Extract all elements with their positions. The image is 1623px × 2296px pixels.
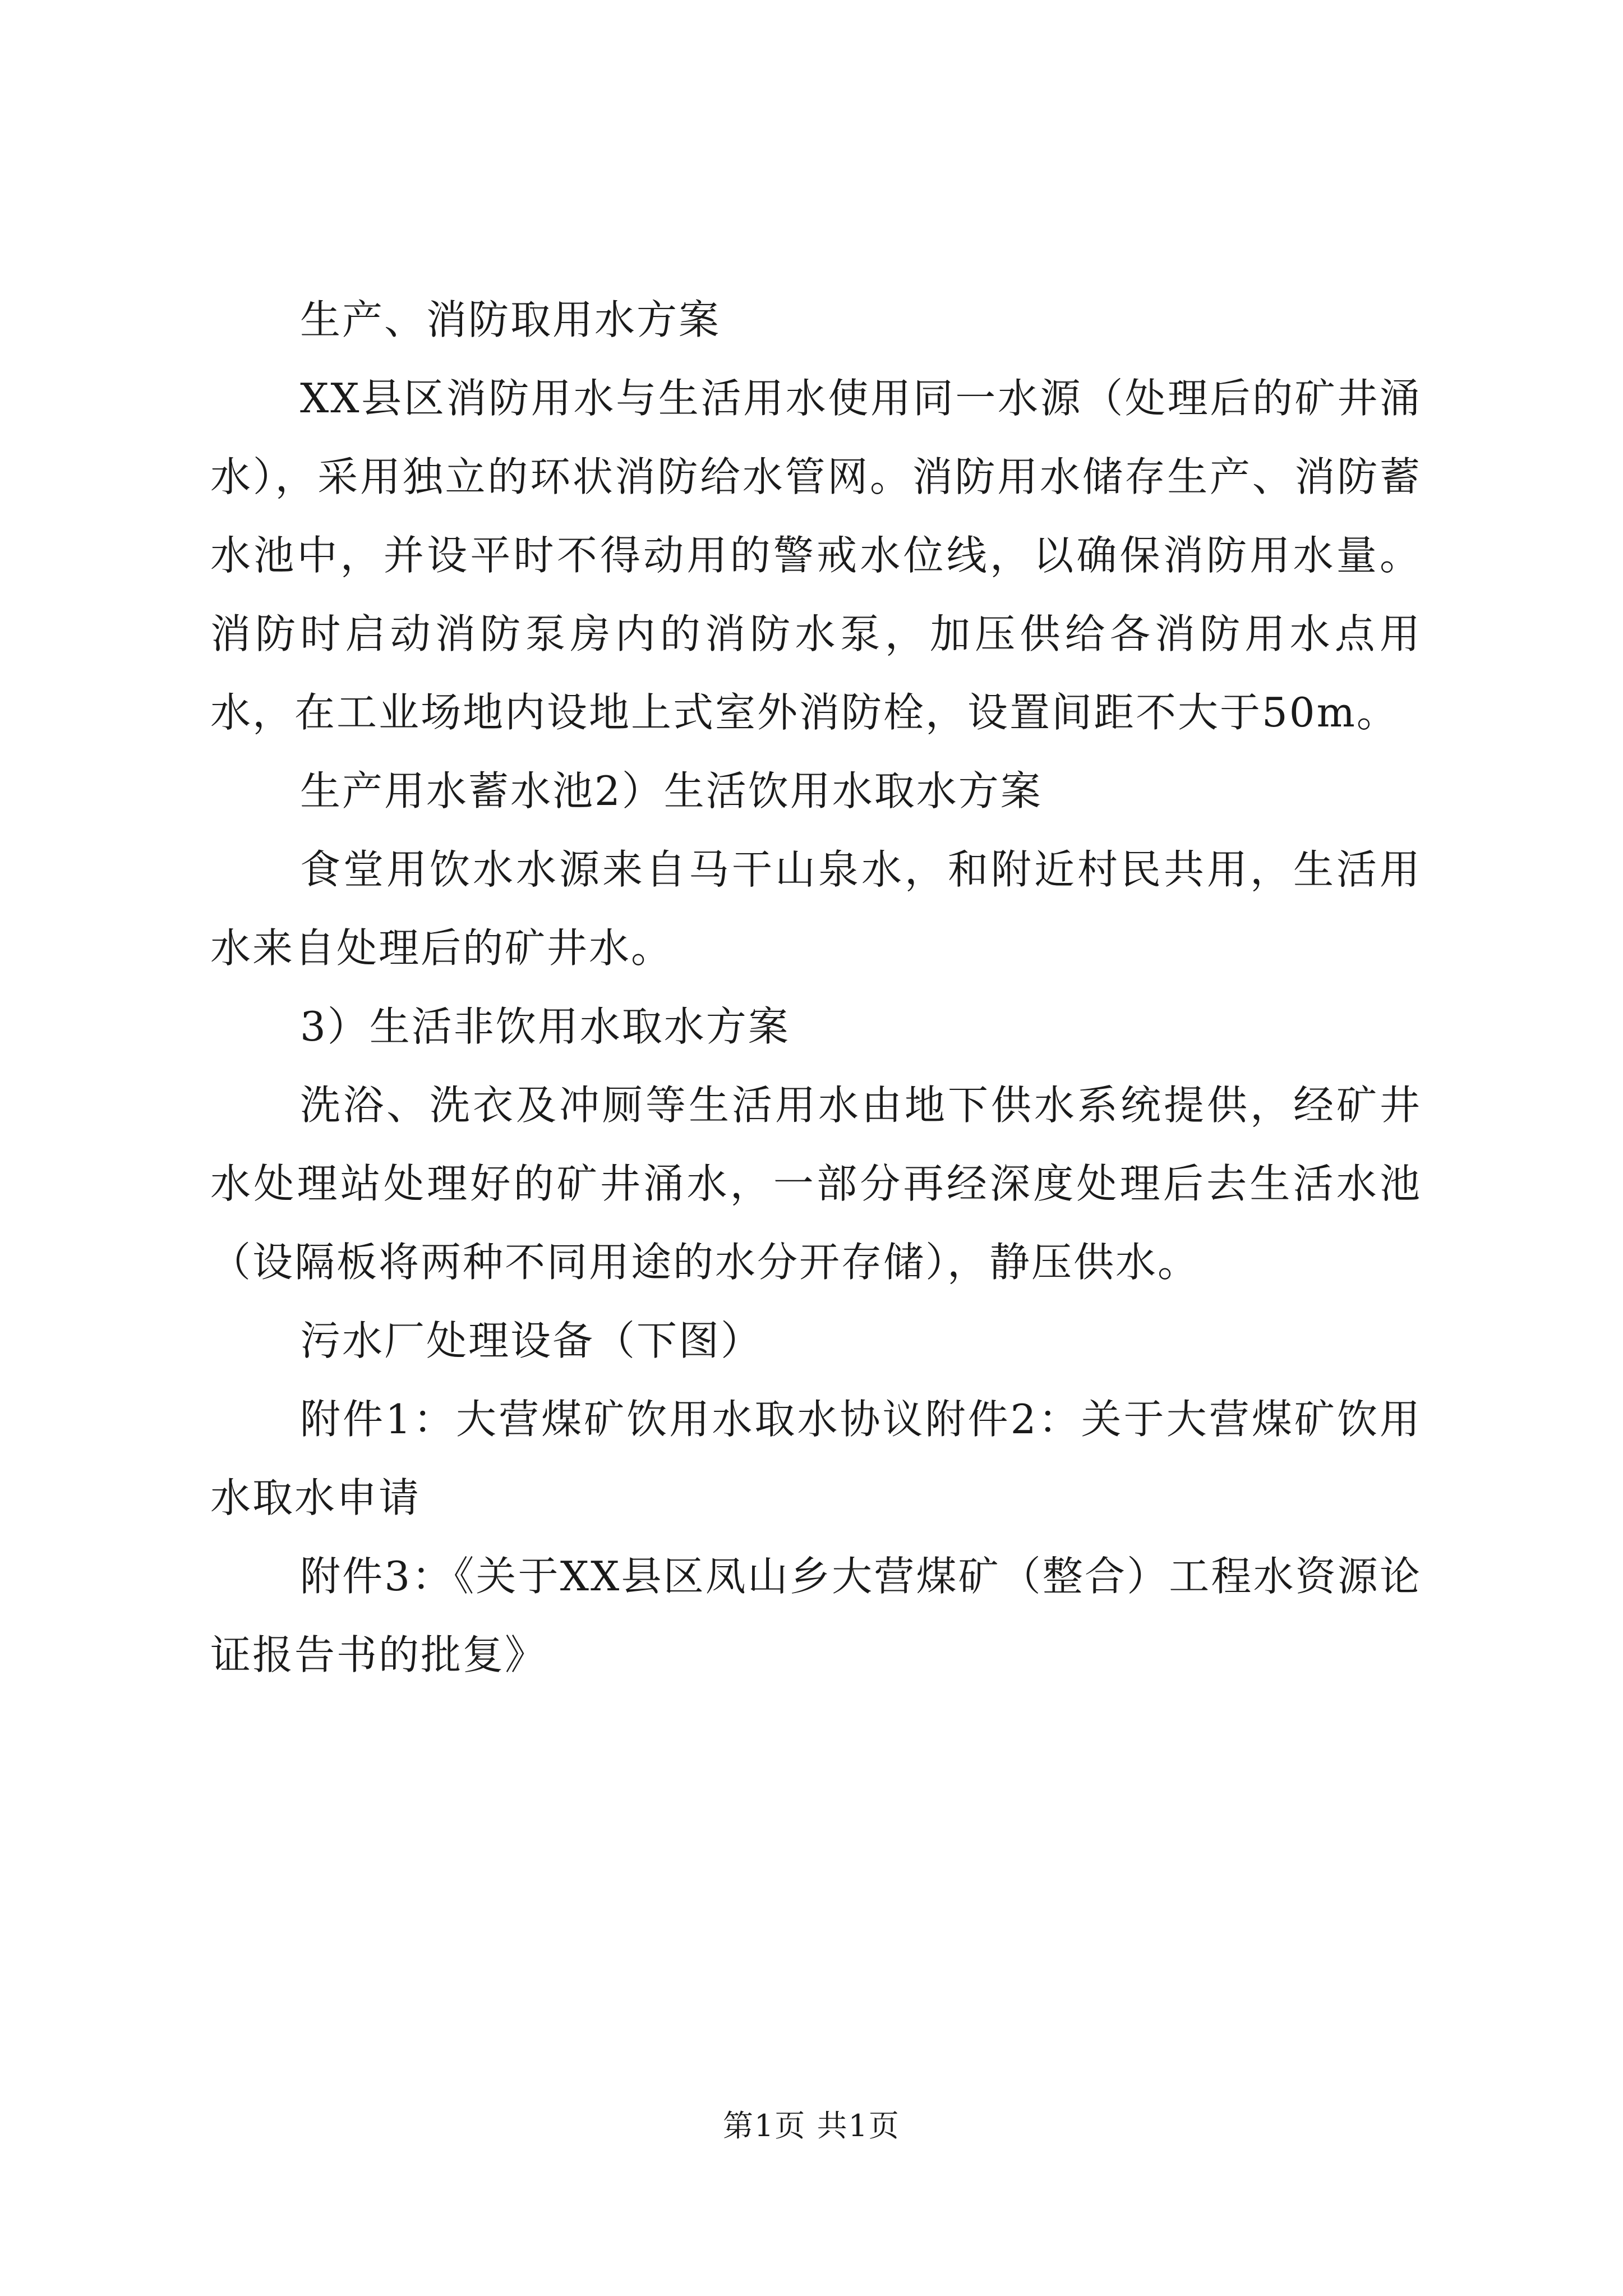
paragraph-non-drinking-water-supply: 洗浴、洗衣及冲厕等生活用水由地下供水系统提供，经矿井水处理站处理好的矿井涌水，一部分再经深度处理后去生活水池（设隔板将两种不同用途的水分开存储），静压供水。 (210, 1082, 1422, 1286)
section-heading-drinking-water: 生产用水蓄水池2）生活饮用水取水方案 (300, 767, 1043, 815)
section-heading-non-drinking-water: 3）生活非饮用水取水方案 (300, 1003, 790, 1050)
section-heading-fire-water: 生产、消防取用水方案 (300, 296, 721, 343)
paragraph-attachment-3: 附件3：《关于XX县区凤山乡大营煤矿（整合）工程水资源论证报告书的批复》 (210, 1553, 1422, 1678)
page-footer: 第1页 共1页 (723, 2108, 900, 2143)
paragraph-sewage-equipment: 污水厂处理设备（下图） (300, 1317, 763, 1364)
document-body (210, 280, 1422, 1694)
paragraph-drinking-water-source: 食堂用饮水水源来自马干山泉水，和附近村民共用，生活用水来自处理后的矿井水。 (210, 846, 1422, 972)
paragraph-attachments-1-2: 附件1：大营煤矿饮用水取水协议附件2：关于大营煤矿饮用水取水申请 (210, 1396, 1422, 1521)
paragraph-fire-water-description: XX县区消防用水与生活用水使用同一水源（处理后的矿井涌水），采用独立的环状消防给水管网。消防用水储存生产、消防蓄水池中，并设平时不得动用的警戒水位线，以确保消防用水量。消防时启动消防泵房内的消防水泵，加压供给各消防用水点用水，在工业场地内设地上式室外消防栓，设置间距不大于50m。 (210, 375, 1422, 736)
